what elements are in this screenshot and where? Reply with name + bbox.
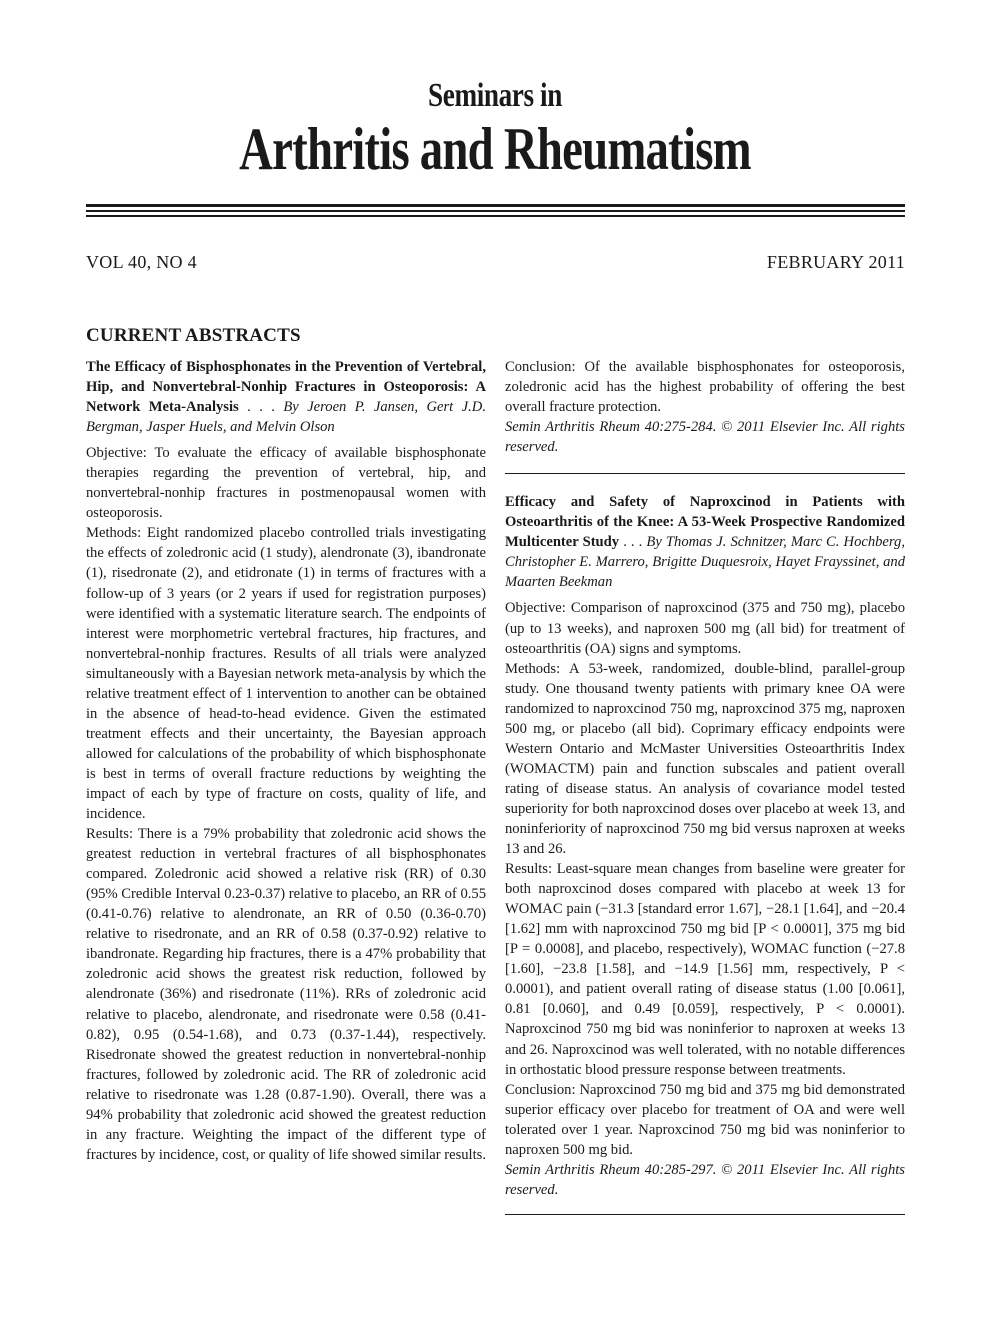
article-authors: By Thomas J. Schnitzer, Marc C. Hochberg, Christopher E. Marrero, Brigitte Duquesroix, Hayet Frayssinet, and Maarten Beekman: [505, 534, 905, 591]
left-column: [86, 357, 486, 1165]
article-authors: By Jeroen P. Jansen, Gert J.D. Bergman, Jasper Huels, and Melvin Olson: [86, 399, 486, 436]
article-conclusion: Conclusion: Naproxcinod 750 mg bid and 375 mg bid demonstrated superior efficacy over placebo for treatment of OA and were well tolerated over 1 year. Naproxcinod 750 mg bid was noninferior to naproxen 500 mg bid.: [505, 1081, 905, 1158]
article-methods: Methods: Eight randomized placebo controlled trials investigating the effects of zoledronic acid (1 study), alendronate (3), ibandronate (1), risedronate (2), and etidronate (1) in terms of fractures with a follow-up of 3 years (or 2 years if used for registration purposes) were identified with a systematic literature search. The endpoints of interest were morphometric vertebral fractures, hip fractures, and nonvertebral-nonhip fractures. Results of all trials were analyzed simultaneously with a Bayesian network meta-analysis by which the relative treatment effect of 1 intervention to another can be obtained in the absence of head-to-head evidence. Given the estimated treatment effects and their uncertainty, the Bayesian approach allowed for calculations of the probability of which bisphosphonate is best in terms of overall fracture reductions by weighting the impact of each by type of fracture on costs, quality of life, and incidence.: [86, 525, 486, 823]
article-results: Results: There is a 79% probability that zoledronic acid shows the greatest reduction in vertebral fractures of all bisphosphonates compared. Zoledronic acid showed a relative risk (RR) of 0.30 (95% Credible Interval 0.23-0.37) relative to placebo, an RR of 0.55 (0.41-0.76) relative to alendronate, an RR of 0.50 (0.36-0.70) relative to risedronate, and an RR of 0.58 (0.37-0.92) relative to ibandronate. Regarding hip fractures, there is a 47% probability that zoledronic acid shows the greatest risk reduction, followed by alendronate (36%) and risedronate (11%). RRs of zoledronic acid relative to placebo, alendronate, and risedronate were 0.58 (0.41-0.82), 0.95 (0.54-1.68), and 0.73 (0.37-1.44), respectively. Risedronate showed the greatest reduction in nonvertebral-nonhip fractures, followed by zoledronic acid. The RR of zoledronic acid relative to risedronate was 1.28 (0.87-1.90). Overall, there was a 94% probability that zoledronic acid showed the greatest reduction in any fracture. Weighting the impact of the different type of fractures by incidence, cost, or quality of life showed similar results.: [86, 826, 486, 1163]
rule-divider: [86, 204, 905, 207]
article-heading: The Efficacy of Bisphosphonates in the Prevention of Vertebral, Hip, and Nonvertebral-Nonhip Fractures in Osteoporosis: A Network Meta-Analysis . . . By Jeroen P. Jansen, Gert J.D. Bergman, Jasper Huels, and Melvin Olson: [86, 359, 486, 436]
article-citation: Semin Arthritis Rheum 40:285-297. © 2011 Elsevier Inc. All rights reserved.: [505, 1161, 905, 1198]
article-methods: Methods: A 53-week, randomized, double-blind, parallel-group study. One thousand twenty patients with primary knee OA were randomized to naproxcinod 750 mg, naproxcinod 375 mg, naproxen 500 mg, or placebo (all bid). Coprimary efficacy endpoints were Western Ontario and McMaster Universities Osteoarthritis Index (WOMACTM) pain and function subscales and patient overall rating of disease status. An analysis of covariance model tested superiority for both naproxcinod doses over placebo at week 13, and noninferiority of naproxcinod 750 mg bid versus naproxen at weeks 13 and 26.: [505, 660, 905, 858]
article-citation: Semin Arthritis Rheum 40:275-284. © 2011 Elsevier Inc. All rights reserved.: [505, 419, 905, 456]
journal-title-line1: Seminars in: [428, 77, 562, 114]
article-conclusion: Conclusion: Of the available bisphosphonates for osteoporosis, zoledronic acid has the highest probability of offering the best overall fracture protection.: [505, 359, 905, 416]
journal-masthead: [0, 78, 990, 180]
article-title: Efficacy and Safety of Naproxcinod in Patients with Osteoarthritis of the Knee: A 53-Week Prospective Randomized Multicenter Study: [505, 494, 905, 551]
right-column: [505, 357, 905, 1233]
issue-date: FEBRUARY 2011: [766, 252, 905, 272]
rule-divider: [86, 210, 905, 212]
journal-title-line2: Arthritis and Rheumatism: [239, 116, 751, 182]
issue-bar: [86, 252, 905, 273]
article-objective: Objective: Comparison of naproxcinod (375 and 750 mg), placebo (up to 13 weeks), and naproxen 500 mg (all bid) for treatment of osteoarthritis (OA) signs and symptoms.: [505, 600, 905, 657]
article-divider: [505, 473, 905, 474]
section-title: CURRENT ABSTRACTS: [86, 325, 301, 346]
article-results: Results: Least-square mean changes from baseline were greater for both naproxcinod doses compared with placebo at week 13 for WOMAC pain (−31.3 [standard error 1.67], −28.1 [1.64], and −20.4 [1.62] mm with naproxcinod 750 mg bid [P < 0.0001], 375 mg bid [P = 0.0008], and placebo, respectively), WOMAC function (−27.8 [1.60], −23.8 [1.58], and −14.9 [1.56] mm, respectively, P < 0.0001), and patient overall rating of disease status (1.00 [0.061], 0.81 [0.060], and 0.49 [0.059], respectively, P < 0.0001). Naproxcinod 750 mg bid was noninferior to naproxen at weeks 13 and 26. Naproxcinod was well tolerated, with no notable differences in orthostatic blood pressure response between treatments.: [505, 861, 905, 1078]
masthead-rules: [86, 204, 905, 220]
article-divider: [505, 1214, 905, 1215]
article-title: The Efficacy of Bisphosphonates in the Prevention of Vertebral, Hip, and Nonvertebral-Nonhip Fractures in Osteoporosis: A Network Meta-Analysis: [86, 359, 486, 416]
article-objective: Objective: To evaluate the efficacy of available bisphosphonate therapies regarding the prevention of vertebral, hip, and nonvertebral-nonhip fractures in postmenopausal women with osteoporosis.: [86, 445, 486, 522]
article-heading: Efficacy and Safety of Naproxcinod in Patients with Osteoarthritis of the Knee: A 53-Week Prospective Randomized Multicenter Study . . . By Thomas J. Schnitzer, Marc C. Hochberg, Christopher E. Marrero, Brigitte Duquesroix, Hayet Frayssinet, and Maarten Beekman: [505, 494, 905, 591]
rule-divider: [86, 215, 905, 217]
issue-volume: VOL 40, NO 4: [86, 252, 197, 272]
